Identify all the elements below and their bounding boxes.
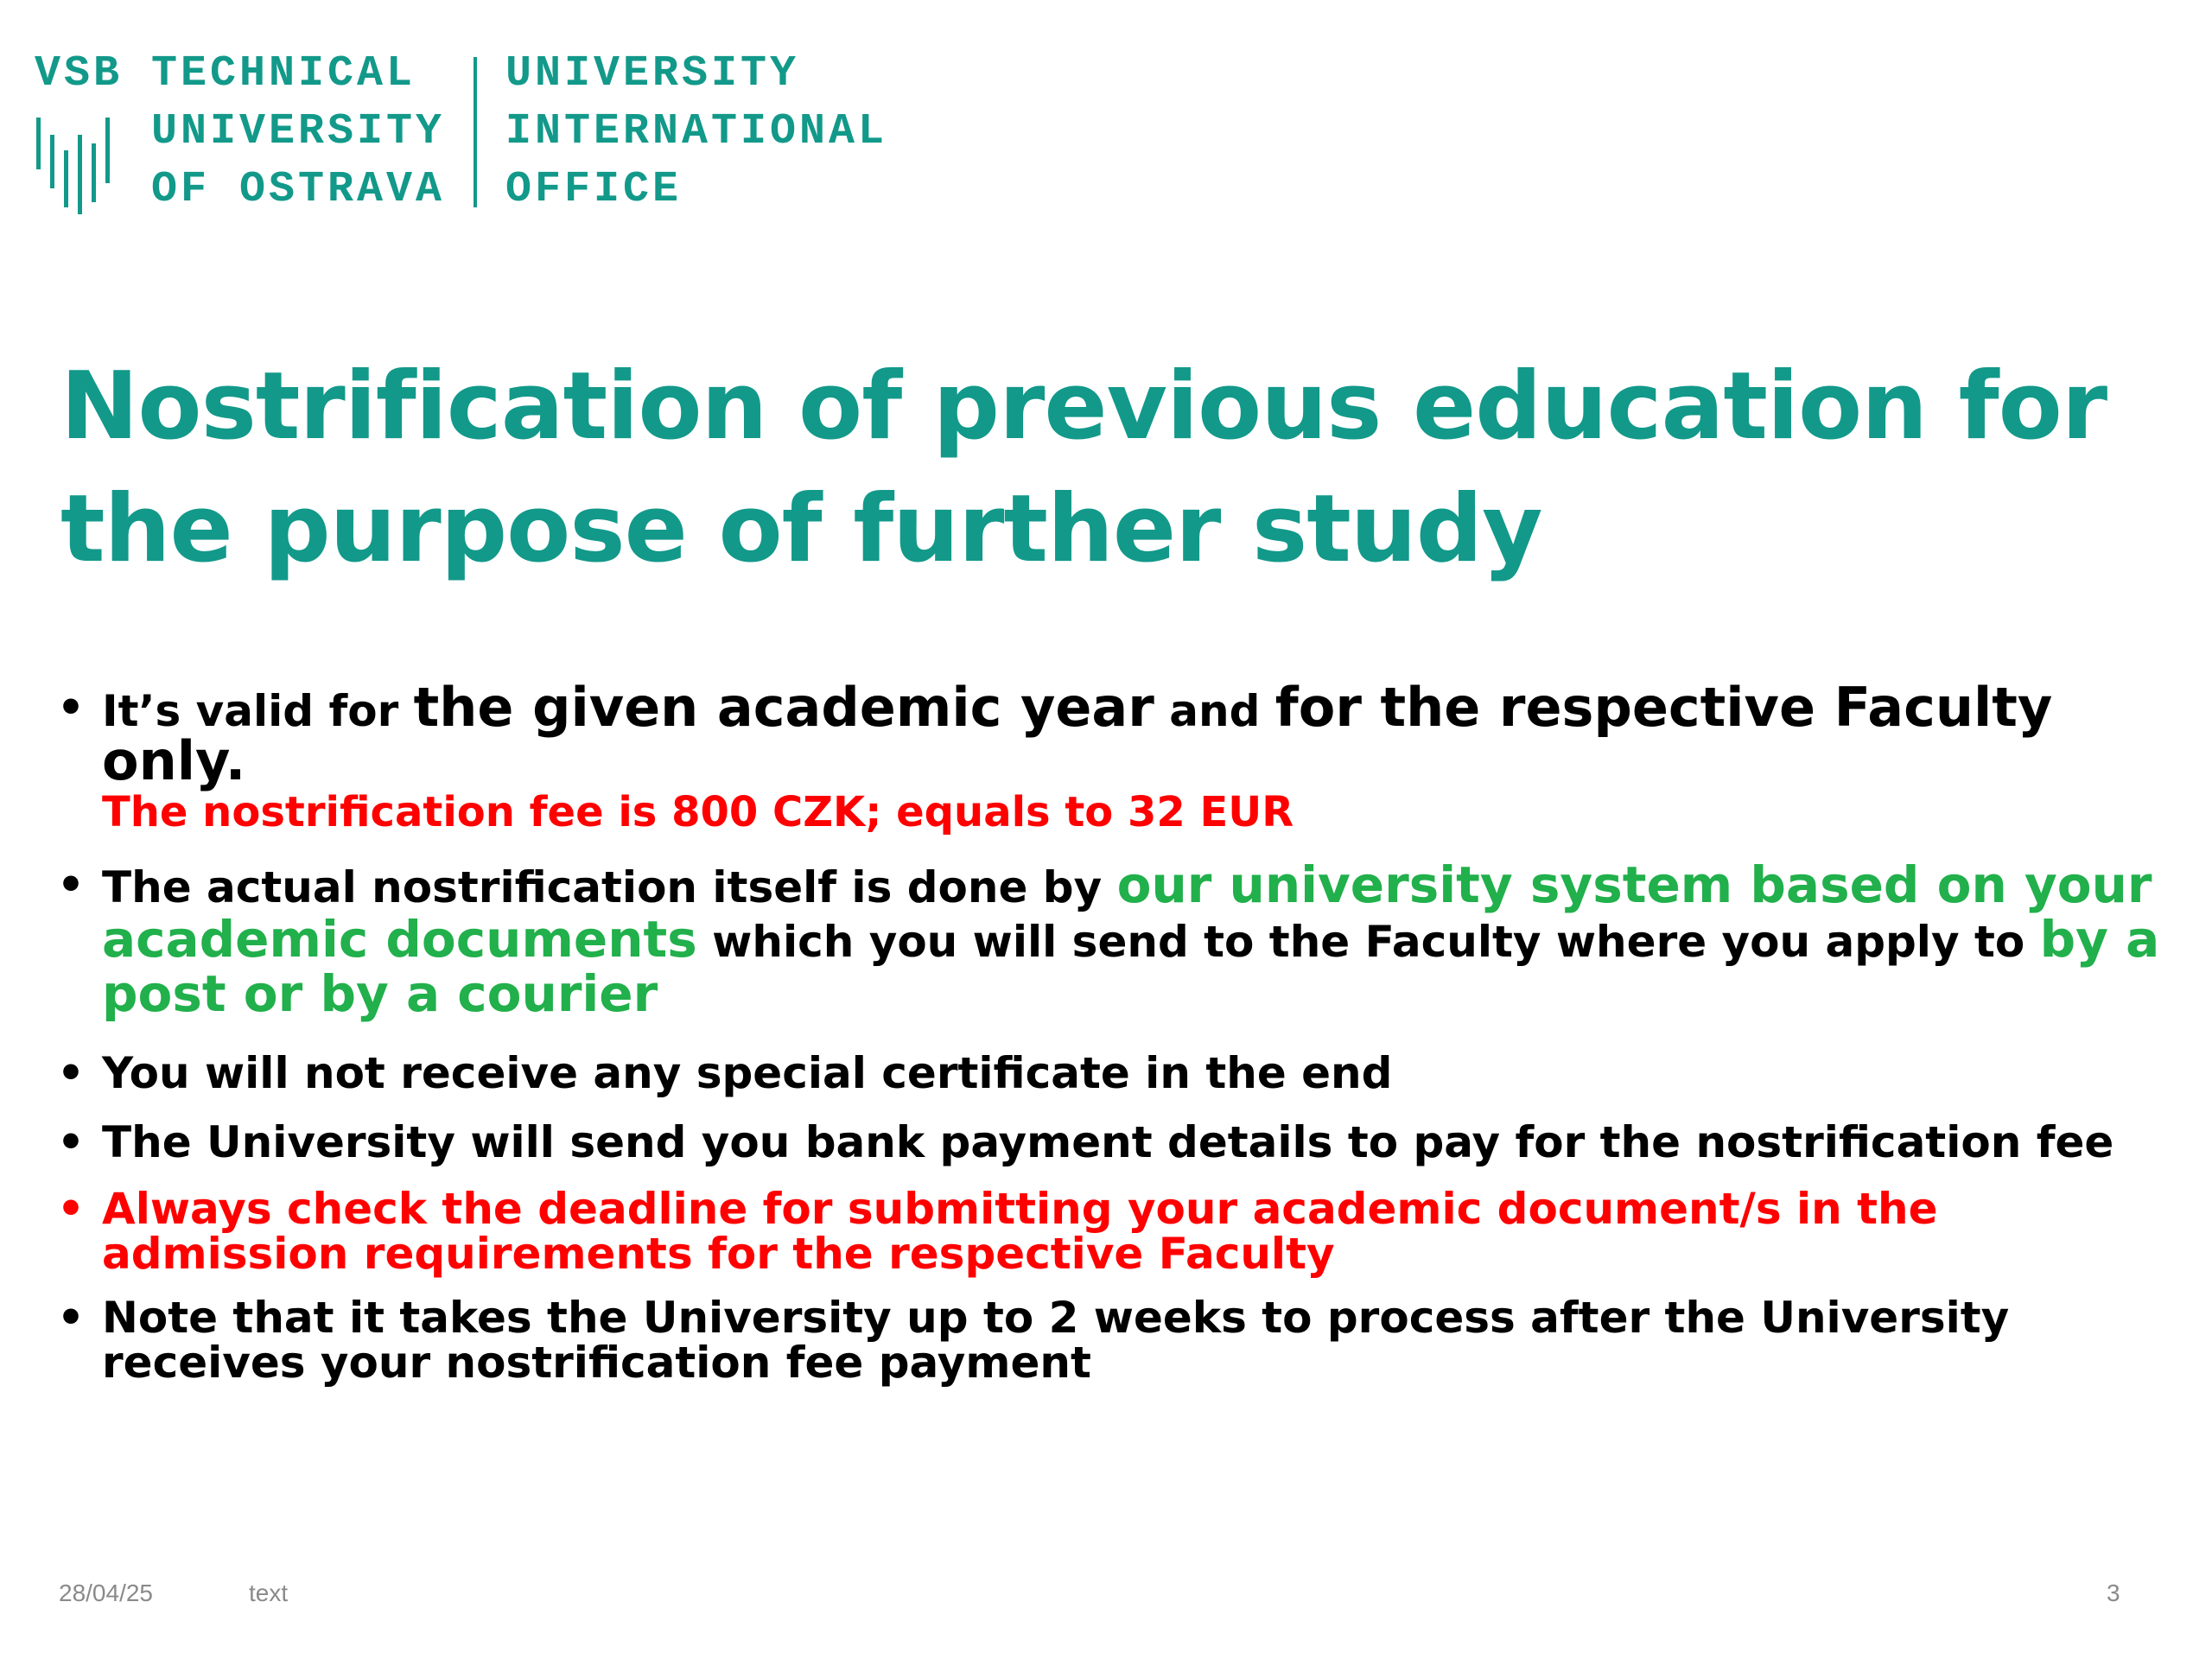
process-text-4: by a post or by a courier (102, 910, 2160, 1023)
process-text-2: our university system based on your academic documents (102, 855, 2152, 969)
logo-vsb: VSB (35, 49, 124, 99)
logo-office-line-2: INTERNATIONAL (505, 107, 888, 156)
deadline-text: Always check the deadline for submitting your academic document/s in the admission requirements for the respective Faculty (102, 1184, 1938, 1279)
validity-text-2: the given academic year (413, 676, 1154, 739)
logo-bars-icon (35, 118, 121, 221)
logo-line-3: OF OSTRAVA (151, 165, 446, 214)
bullet-validity (52, 676, 2160, 836)
bullet-deadline (52, 1184, 2160, 1279)
bullet-payment (52, 1117, 2160, 1167)
slide-number: 3 (2107, 1580, 2120, 1606)
validity-text-3: and (1154, 686, 1275, 736)
university-logo (35, 45, 916, 218)
bullet-marker: • (57, 1293, 85, 1343)
bullet-marker: • (57, 1048, 85, 1098)
certificate-text: You will not receive any special certificate in the end (102, 1048, 1393, 1098)
process-text-1: The actual nostrification itself is done by (102, 862, 1117, 912)
bullet-list (52, 676, 2160, 1388)
bullet-marker: • (57, 860, 85, 910)
bullet-marker: • (57, 683, 85, 733)
bullet-certificate (52, 1048, 2160, 1098)
bullet-processing-time (52, 1293, 2160, 1388)
footer-text: text (249, 1580, 289, 1606)
processing-time-text: Note that it takes the University up to 2 weeks to process after the University receives your nostrification fee payment (102, 1293, 2010, 1388)
logo-line-1: TECHNICAL (151, 49, 416, 99)
logo-line-2: UNIVERSITY (151, 107, 446, 156)
logo-office-name (505, 45, 887, 219)
bullet-marker: • (57, 1117, 85, 1167)
bullet-marker: • (57, 1184, 85, 1234)
logo-university-name (151, 45, 445, 219)
validity-text-4: for the respective Faculty only (102, 676, 2053, 792)
validity-text-5: . (225, 729, 246, 792)
footer-date: 28/04/25 (59, 1580, 153, 1606)
logo-office-line-3: OFFICE (505, 165, 683, 214)
slide-title: Nostrification of previous education for the purpose of further study (60, 353, 2107, 583)
process-text-3: which you will send to the Faculty where you apply to (696, 917, 2040, 967)
bullet-process (52, 855, 2160, 1023)
payment-text: The University will send you bank payment details to pay for the nostrification fee (102, 1117, 2114, 1167)
logo-office-line-1: UNIVERSITY (505, 49, 800, 99)
validity-text-1: It’s valid for (102, 686, 414, 736)
logo-divider (474, 57, 477, 207)
nostrification-fee: The nostrification fee is 800 CZK; equals to 32 EUR (102, 788, 1294, 836)
